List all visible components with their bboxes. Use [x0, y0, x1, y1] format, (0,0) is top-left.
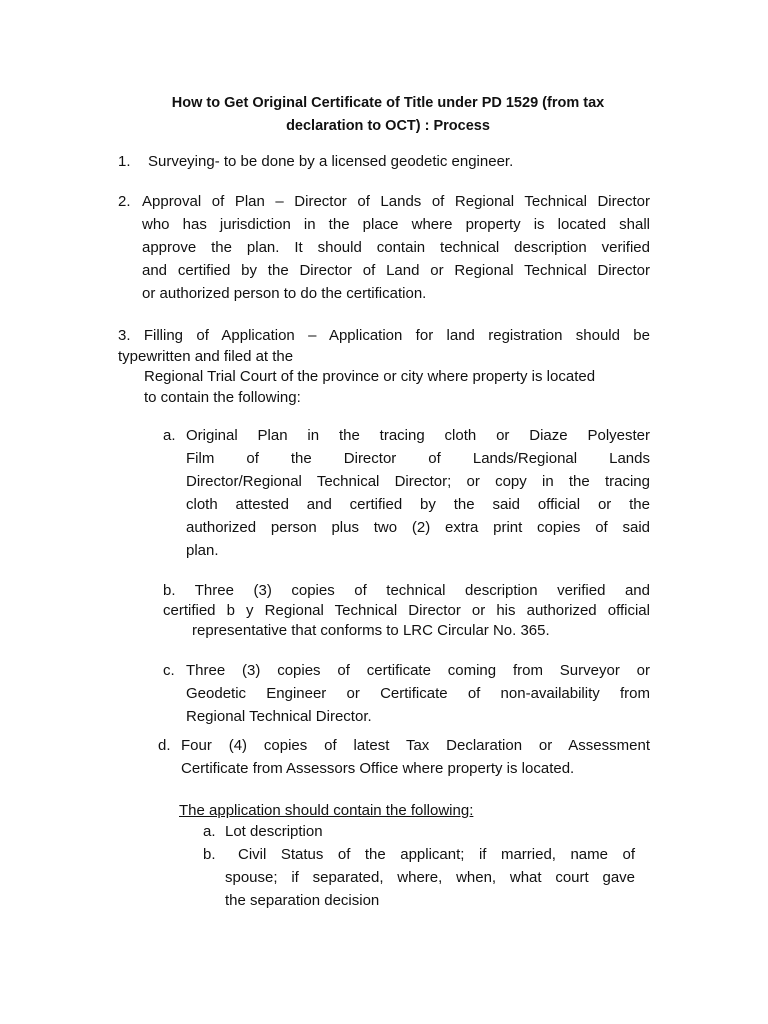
step-2-line: or authorized person to do the certification.	[142, 285, 427, 302]
requirement-a-line: authorized person plus two (2) extra print copies of said	[186, 519, 650, 536]
requirement-c-line: Three (3) copies of certificate coming from Surveyor or	[186, 662, 650, 679]
requirement-d-letter: d.	[158, 737, 171, 754]
requirement-a-line: plan.	[186, 542, 219, 559]
requirement-d-line: Certificate from Assessors Office where property is located.	[181, 760, 575, 777]
step-3-line: Regional Trial Court of the province or city where property is located	[144, 368, 596, 385]
requirement-d	[158, 734, 650, 780]
requirement-d-text	[181, 734, 650, 780]
step-2-line: and certified by the Director of Land or Regional Technical Director	[142, 262, 650, 279]
step-3-line: 3. Filling of Application – Application for land registration should be	[118, 327, 650, 344]
application-item-b-text	[225, 843, 635, 912]
requirement-a-letter: a.	[163, 427, 176, 444]
requirement-a	[163, 424, 650, 562]
step-2	[118, 190, 650, 305]
application-item-a-letter: a.	[203, 823, 216, 840]
application-item-b-letter: b.	[203, 846, 216, 863]
application-item-b	[203, 843, 635, 912]
requirement-a-line: Director/Regional Technical Director; or copy in the tracing	[186, 473, 650, 490]
requirement-c-line: Geodetic Engineer or Certificate of non-availability from	[186, 685, 650, 702]
step-3-line: to contain the following:	[144, 389, 301, 406]
application-item-b-line: spouse; if separated, where, when, what court gave	[225, 869, 635, 886]
step-2-text	[142, 190, 650, 305]
requirement-c-letter: c.	[163, 662, 175, 679]
requirement-a-text	[186, 424, 650, 562]
step-2-number: 2.	[118, 193, 131, 210]
title-line-1: How to Get Original Certificate of Title under PD 1529 (from tax	[171, 95, 605, 111]
requirement-a-line: Film of the Director of Lands/Regional Lands	[186, 450, 650, 467]
requirement-b-line: representative that conforms to LRC Circular No. 365.	[192, 622, 550, 639]
document-title	[100, 92, 676, 138]
requirement-a-line: cloth attested and certified by the said official or the	[186, 496, 650, 513]
requirement-b-line: certified b y Regional Technical Director or his authorized official	[163, 602, 650, 619]
application-item-a-text: Lot description	[225, 823, 323, 840]
step-2-line: approve the plan. It should contain technical description verified	[142, 239, 650, 256]
requirement-c	[163, 659, 650, 728]
step-1-text: Surveying- to be done by a licensed geodetic engineer.	[148, 153, 514, 170]
title-line-2: declaration to OCT) : Process	[286, 118, 490, 134]
application-item-b-line: the separation decision	[225, 892, 380, 909]
requirement-a-line: Original Plan in the tracing cloth or Diaze Polyester	[186, 427, 650, 444]
application-item-b-line: Civil Status of the applicant; if married, name of	[238, 846, 635, 863]
step-2-line: who has jurisdiction in the place where property is located shall	[142, 216, 650, 233]
step-3	[118, 324, 650, 408]
requirement-c-text	[186, 659, 650, 728]
step-2-line: Approval of Plan – Director of Lands of Regional Technical Director	[142, 193, 650, 210]
requirement-c-line: Regional Technical Director.	[186, 708, 372, 725]
step-1-number: 1.	[118, 153, 131, 170]
step-3-line: typewritten and filed at the	[118, 348, 294, 365]
requirement-b-line: b. Three (3) copies of technical description verified and	[163, 582, 650, 599]
application-heading: The application should contain the following:	[179, 802, 474, 819]
requirement-d-line: Four (4) copies of latest Tax Declaration or Assessment	[181, 737, 650, 754]
requirement-b	[163, 581, 650, 641]
